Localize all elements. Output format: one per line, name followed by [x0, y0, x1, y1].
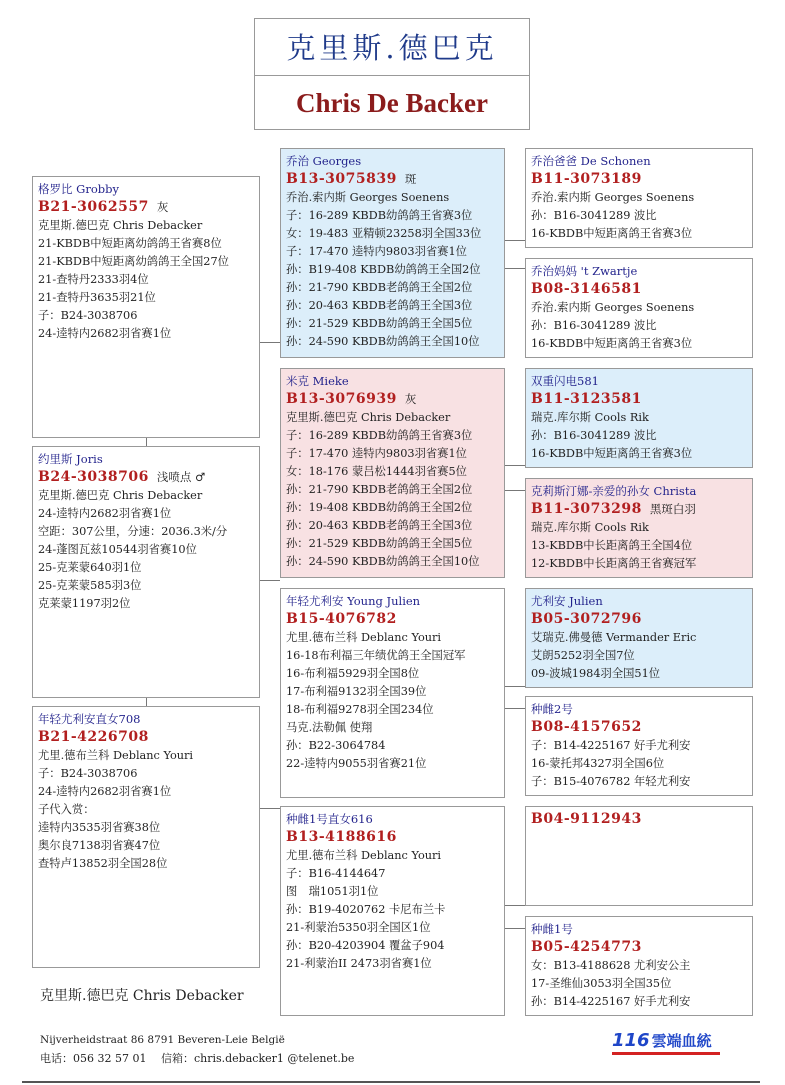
ring-number	[531, 280, 747, 299]
ring-number	[531, 938, 747, 957]
ring-number-text: B11-3073298	[531, 501, 642, 517]
connector-line	[505, 905, 525, 906]
feather-color: 斑	[404, 172, 417, 186]
achievement-line: 尤里.德布兰科 Deblanc Youri	[38, 749, 194, 762]
achievement-line: 女：18-176 蒙吕松1444羽省赛5位	[286, 465, 467, 478]
achievement-line: 16-布利福5929羽全国8位	[286, 667, 420, 680]
ring-number-text: B13-4188616	[286, 829, 397, 845]
bird-name: 年轻尤利安直女708	[38, 712, 141, 726]
ring-number-text: B15-4076782	[286, 611, 397, 627]
achievement-line: 子：17-470 逵特内9803羽省赛1位	[286, 447, 467, 460]
ring-number-text: B24-3038706	[38, 469, 149, 485]
achievement-line: 子：B16-4144647	[286, 867, 386, 880]
achievement-line: 16-KBDB中短距离鸽王省赛3位	[531, 447, 693, 460]
connector-line	[505, 465, 525, 466]
achievement-line: 尤里.德布兰科 Deblanc Youri	[286, 849, 442, 862]
achievement-line: 21-KBDB中短距离幼鸽鸽王省赛8位	[38, 237, 222, 250]
achievement-line: 孙：20-463 KBDB老鸽鸽王全国3位	[286, 299, 473, 312]
ring-number	[531, 810, 747, 829]
achievement-line: 24-蓬图瓦兹10544羽省赛10位	[38, 543, 197, 556]
feather-color: 黑斑白羽	[649, 502, 696, 516]
achievement-line: 24-逵特内2682羽省赛1位	[38, 785, 172, 798]
achievement-line: 图 瑞1051羽1位	[286, 885, 379, 898]
ring-number	[286, 170, 499, 189]
achievement-line: 克里斯.德巴克 Chris Debacker	[38, 489, 203, 502]
achievement-line: 子：16-289 KBDB幼鸽鸽王省赛3位	[286, 429, 473, 442]
achievement-line: 21-利蒙治II 2473羽省赛1位	[286, 957, 432, 970]
feather-color: 灰	[404, 392, 417, 406]
bird-name: 米克 Mieke	[286, 374, 349, 388]
achievement-line: 孙：B19-408 KBDB幼鸽鸽王全国2位	[286, 263, 481, 276]
achievement-line: 21-KBDB中短距离幼鸽鸽王全国27位	[38, 255, 229, 268]
achievement-line: 13-KBDB中长距离鸽王全国4位	[531, 539, 693, 552]
achievement-line: 17-圣维仙3053羽全国35位	[531, 977, 672, 990]
pedigree-card-subject	[32, 176, 260, 438]
bird-name: 种雌2号	[531, 702, 573, 716]
bird-name: 种雌1号	[531, 922, 573, 936]
pedigree-card-sire-dam-sire	[525, 368, 753, 468]
ring-number	[531, 718, 747, 737]
achievement-line: 孙：24-590 KBDB幼鸽鸽王全国10位	[286, 335, 480, 348]
achievement-line: 瑞克.库尔斯 Cools Rik	[531, 411, 649, 424]
achievement-line: 孙：21-529 KBDB幼鸽鸽王全国5位	[286, 537, 473, 550]
pedigree-card-sire-sire-dam	[525, 258, 753, 358]
logo-text: 雲端血統	[651, 1032, 712, 1050]
achievement-line: 09-波城1984羽全国51位	[531, 667, 661, 680]
ring-number-text: B05-4254773	[531, 939, 642, 955]
achievement-line: 12-KBDB中长距离鸽王省赛冠军	[531, 557, 697, 570]
achievement-line: 18-布利福9278羽全国234位	[286, 703, 434, 716]
achievement-line: 孙：B16-3041289 波比	[531, 209, 657, 222]
bird-name: 种雌1号直女616	[286, 812, 373, 826]
bird-name: 年轻尤利安 Young Julien	[286, 594, 421, 608]
achievement-line: 17-布利福9132羽全国39位	[286, 685, 427, 698]
achievement-line: 孙：21-529 KBDB幼鸽鸽王全国5位	[286, 317, 473, 330]
ring-number	[286, 390, 499, 409]
bird-name: 乔治妈妈 't Zwartje	[531, 264, 638, 278]
ring-number-text: B08-3146581	[531, 281, 642, 297]
connector-line	[146, 698, 147, 706]
ring-number-text: B08-4157652	[531, 719, 642, 735]
achievement-line: 孙：21-790 KBDB老鸽鸽王全国2位	[286, 483, 473, 496]
title-divider	[255, 75, 529, 76]
ring-number	[531, 500, 747, 519]
ring-number	[531, 390, 747, 409]
logo-number: 116	[612, 1030, 650, 1051]
achievement-line: 奥尔良7138羽省赛47位	[38, 839, 161, 852]
achievement-line: 24-逵特内2682羽省赛1位	[38, 327, 172, 340]
achievement-line: 逵特内3535羽省赛38位	[38, 821, 161, 834]
achievement-line: 马克.法勒佩 使翔	[286, 721, 373, 734]
achievement-line: 查特卢13852羽全国28位	[38, 857, 168, 870]
pedigree-card-dam-dam-dam	[525, 916, 753, 1016]
achievement-line: 子：17-470 逵特内9803羽省赛1位	[286, 245, 467, 258]
achievement-line: 孙：B22-3064784	[286, 739, 386, 752]
bird-name: 乔治爸爸 De Schonen	[531, 154, 651, 168]
achievement-line: 21-查特丹3635羽21位	[38, 291, 156, 304]
title-english: Chris De Backer	[296, 88, 488, 118]
achievement-line: 24-逵特内2682羽省赛1位	[38, 507, 172, 520]
breeder-name: 克里斯.德巴克 Chris Debacker	[40, 988, 244, 1004]
connector-line	[505, 490, 525, 491]
achievement-line: 25-克莱蒙640羽1位	[38, 561, 142, 574]
bird-name: 尤利安 Julien	[531, 594, 603, 608]
connector-line	[260, 580, 280, 581]
bird-name: 克莉斯汀娜-亲爱的孙女 Christa	[531, 484, 697, 498]
achievement-line: 孙：24-590 KBDB幼鸽鸽王全国10位	[286, 555, 480, 568]
ring-number-text: B11-3073189	[531, 171, 642, 187]
title-box	[254, 18, 530, 130]
breeder-contact: 电话：056 32 57 01 信箱：chris.debacker1 @telenet.be	[40, 1052, 355, 1065]
connector-line	[505, 268, 525, 269]
ring-number	[531, 610, 747, 629]
achievement-line: 孙：21-790 KBDB老鸽鸽王全国2位	[286, 281, 473, 294]
achievement-line: 克莱蒙1197羽2位	[38, 597, 131, 610]
breeder-address: Nijverheidstraat 86 8791 Beveren-Leie België	[40, 1034, 285, 1046]
ring-number	[38, 728, 254, 747]
connector-line	[505, 240, 525, 241]
pedigree-card-dam-sire-dam	[525, 696, 753, 796]
achievement-line: 子代入赏：	[38, 803, 95, 816]
achievement-line: 孙：B16-3041289 波比	[531, 429, 657, 442]
pedigree-card-sire-sire	[280, 148, 505, 358]
ring-number	[38, 198, 254, 217]
achievement-line: 21-利蒙治5350羽全国区1位	[286, 921, 431, 934]
ring-number-text: B05-3072796	[531, 611, 642, 627]
achievement-line: 瑞克.库尔斯 Cools Rik	[531, 521, 649, 534]
achievement-line: 艾朗5252羽全国7位	[531, 649, 635, 662]
feather-color: 灰	[156, 200, 169, 214]
bird-name: 双重闪电581	[531, 374, 599, 388]
ring-number-text: B11-3123581	[531, 391, 642, 407]
pedigree-card-sire-sire-sire	[525, 148, 753, 248]
pedigree-card-dam-sire	[280, 588, 505, 798]
achievement-line: 女：B13-4188628 尤利安公主	[531, 959, 691, 972]
pedigree-card-sire-dam-dam	[525, 478, 753, 578]
connector-line	[505, 708, 525, 709]
achievement-line: 25-克莱蒙585羽3位	[38, 579, 142, 592]
achievement-line: 子：16-289 KBDB幼鸽鸽王省赛3位	[286, 209, 473, 222]
achievement-line: 克里斯.德巴克 Chris Debacker	[38, 219, 203, 232]
pedigree-card-dam	[32, 706, 260, 968]
achievement-line: 乔治.索内斯 Georges Soenens	[531, 191, 695, 204]
ring-number	[286, 828, 499, 847]
pedigree-card-dam-dam-sire	[525, 806, 753, 906]
pedigree-card-dam-sire-sire	[525, 588, 753, 688]
achievement-line: 克里斯.德巴克 Chris Debacker	[286, 411, 451, 424]
logo-underline	[612, 1052, 720, 1055]
achievement-line: 16-KBDB中短距离鸽王省赛3位	[531, 337, 693, 350]
achievement-line: 子：B14-4225167 好手尤利安	[531, 739, 691, 752]
achievement-line: 16-KBDB中短距离鸽王省赛3位	[531, 227, 693, 240]
achievement-line: 22-逵特内9055羽省赛21位	[286, 757, 427, 770]
achievement-line: 孙：B14-4225167 好手尤利安	[531, 995, 691, 1008]
achievement-line: 孙：19-408 KBDB幼鸽鸽王全国2位	[286, 501, 473, 514]
bottom-rule	[22, 1081, 760, 1083]
ring-number	[38, 468, 254, 487]
achievement-line: 子：B15-4076782 年轻尤利安	[531, 775, 691, 788]
achievement-line: 孙：B19-4020762 卡尼布兰卡	[286, 903, 446, 916]
connector-line	[505, 686, 525, 687]
achievement-line: 孙：B16-3041289 波比	[531, 319, 657, 332]
connector-line	[260, 808, 280, 809]
ring-number	[531, 170, 747, 189]
achievement-line: 尤里.德布兰科 Deblanc Youri	[286, 631, 442, 644]
site-logo	[612, 1030, 732, 1056]
achievement-line: 艾瑞克.佛曼德 Vermander Eric	[531, 631, 697, 644]
ring-number-text: B21-3062557	[38, 199, 149, 215]
ring-number-text: B04-9112943	[531, 811, 642, 827]
achievement-line: 乔治.索内斯 Georges Soenens	[531, 301, 695, 314]
achievement-line: 子：B24-3038706	[38, 767, 138, 780]
pedigree-card-dam-dam	[280, 806, 505, 1016]
connector-line	[146, 438, 147, 446]
achievement-line: 空距：307公里，分速：2036.3米/分	[38, 525, 228, 538]
ring-number-text: B13-3075839	[286, 171, 397, 187]
achievement-line: 乔治.索内斯 Georges Soenens	[286, 191, 450, 204]
achievement-line: 孙：B20-4203904 覆盆子904	[286, 939, 445, 952]
achievement-line: 21-查特丹2333羽4位	[38, 273, 149, 286]
ring-number-text: B13-3076939	[286, 391, 397, 407]
pedigree-card-sire-dam	[280, 368, 505, 578]
pedigree-card-sire	[32, 446, 260, 698]
connector-line	[505, 928, 525, 929]
ring-number-text: B21-4226708	[38, 729, 149, 745]
ring-number	[286, 610, 499, 629]
achievement-line: 16-蒙托邦4327羽全国6位	[531, 757, 665, 770]
bird-name: 格罗比 Grobby	[38, 182, 119, 196]
achievement-line: 16-18布利福三年绩优鸽王全国冠军	[286, 649, 466, 662]
achievement-line: 子：B24-3038706	[38, 309, 138, 322]
connector-line	[260, 342, 280, 343]
bird-name: 约里斯 Joris	[38, 452, 103, 466]
achievement-line: 女：19-483 亚精顿23258羽全国33位	[286, 227, 482, 240]
title-chinese: 克里斯.德巴克	[286, 31, 498, 65]
bird-name: 乔治 Georges	[286, 154, 362, 168]
feather-color: 浅喷点 ♂	[156, 470, 206, 484]
achievement-line: 孙：20-463 KBDB老鸽鸽王全国3位	[286, 519, 473, 532]
